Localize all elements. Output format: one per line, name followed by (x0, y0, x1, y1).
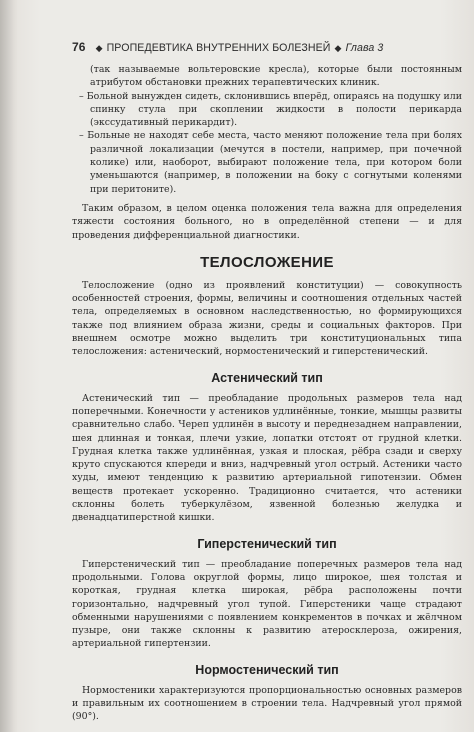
book-title: ПРОПЕДЕВТИКА ВНУТРЕННИХ БОЛЕЗНЕЙ (106, 42, 331, 54)
subsection-paragraph-normosthenic: Нормостеники характеризуются пропорциональностью основных размеров и правильным их соотношением в строении тела. Надчревный угол прямой (90°). (72, 684, 462, 723)
section-paragraph: Телосложение (одно из проявлений конституции) — совокупность особенностей строения, формы, величины и соотношения отдельных частей тела, определяемых в основном наследственностью, но формирующихся также под влиянием образа жизни, среды и социальных факторов. При внешнем осмотре можно выделить три конституциональных типа телосложения: астенический, нормостенический и гиперстенический. (72, 279, 462, 358)
subsection-paragraph-asthenic: Астенический тип — преобладание продольных размеров тела над поперечными. Конечности у астеников удлинённые, тонкие, мышцы развиты сравнительно слабо. Череп удлинён в высоту и переднезаднем направлении, шея длинная и тонкая, плечи узкие, лопатки отстоят от грудной клетки. Грудная клетка также удлинённая, узкая и плоская, рёбра сзади и сверху круто спускаются кпереди и вниз, надчревный угол острый. Астеники часто худы, имеют тенденцию к развитию артериальной гипотензии. Обмен веществ протекает ускоренно. Традиционно считается, что астеники склонны болеть туберкулёзом, язвенной болезнью желудка и двенадцатиперстной кишки. (72, 392, 462, 524)
subsection-title-normosthenic: Нормостенический тип (195, 662, 339, 677)
diamond-icon: ◆ (334, 43, 342, 53)
page-fold-shadow (0, 0, 18, 732)
list-item: (так называемые вольтеровские кресла), которые были постоянным атрибутом обстановки прежних терапевтических клиник. (90, 64, 462, 89)
page-number: 76 (72, 40, 86, 54)
chapter-label: Глава 3 (345, 42, 384, 54)
running-header (72, 40, 462, 54)
diamond-icon: ◆ (95, 43, 103, 53)
list-item: – Больной вынужден сидеть, склонившись вперёд, опираясь на подушку или спинку стула при скоплении жидкости в полости перикарда (экссудативный перикардит). (79, 90, 462, 129)
page-content (72, 63, 462, 724)
subsection-title-hypersthenic: Гиперстенический тип (197, 536, 337, 551)
subsection-title-asthenic: Астенический тип (211, 370, 323, 385)
summary-paragraph: Таким образом, в целом оценка положения тела важна для определения тяжести состояния больного, но в определённой степени — и для проведения дифференциальной диагностики. (72, 202, 462, 241)
section-title: ТЕЛОСЛОЖЕНИЕ (200, 253, 334, 271)
list-item: – Больные не находят себе места, часто меняют положение тела при болях различной локализации (мечутся в постели, например, при почечной колике) или, наоборот, выбирают положение тела, при котором боли уменьшаются (например, в положении на боку с согнутыми коленями при перитоните). (79, 130, 462, 195)
subsection-paragraph-hypersthenic: Гиперстенический тип — преобладание поперечных размеров тела над продольными. Голова округлой формы, лицо широкое, шея толстая и короткая, грудная клетка широкая, рёбра расположены почти горизонтально, надчревный угол тупой. Гиперстеники чаще страдают обменными нарушениями с появлением конкрементов в почках и жёлчном пузыре, они также склонны к развитию атеросклероза, ожирения, артериальной гипертензии. (72, 558, 462, 650)
